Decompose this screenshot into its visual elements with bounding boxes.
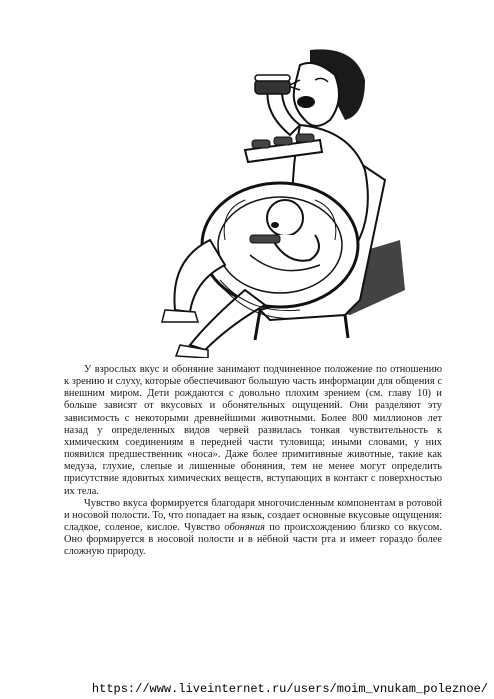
watermark-url: https://www.liveinternet.ru/users/moim_vnukam_poleznoe/ xyxy=(91,682,488,696)
article-text xyxy=(64,364,442,559)
pregnant-woman-eating-illustration xyxy=(150,40,410,358)
paragraph-1: У взрослых вкус и обоняние занимают подчиненное положение по отношению к зрению и слуху, которые обеспечивают большую часть информации для общения с внешним миром. Дети рождаются с довольно плохим зрением (см. главу 10) и больше зависят от вкусовых и обонятельных ощущений. Они разделяют эту зависимость с некоторыми древнейшими животными. Более 800 миллионов лет назад у определенных видов червей развилась тонкая чувствительность к химическим соединениям в передней части туловища; иными словами, у них появился предшественник «носа». Даже более примитивные животные, такие как медуза, глухие, слепые и лишенные обоняния, тем не менее могут определить присутствие ядовитых химических веществ, вступающих в контакт с поверхностью их тела. xyxy=(64,364,442,497)
emphasis-term: обоняния xyxy=(224,522,265,534)
paragraph-2: Чувство вкуса формируется благодаря многочисленным компонентам в ротовой и носовой полости. То, что попадает на язык, создает основные вкусовые ощущения: сладкое, соленое, кислое. Чувство обоняния по происхождению близко со вкусом. Оно формируется в носовой полости и в нёбной части рта и имеет гораздо более сложную природу. xyxy=(64,497,442,558)
